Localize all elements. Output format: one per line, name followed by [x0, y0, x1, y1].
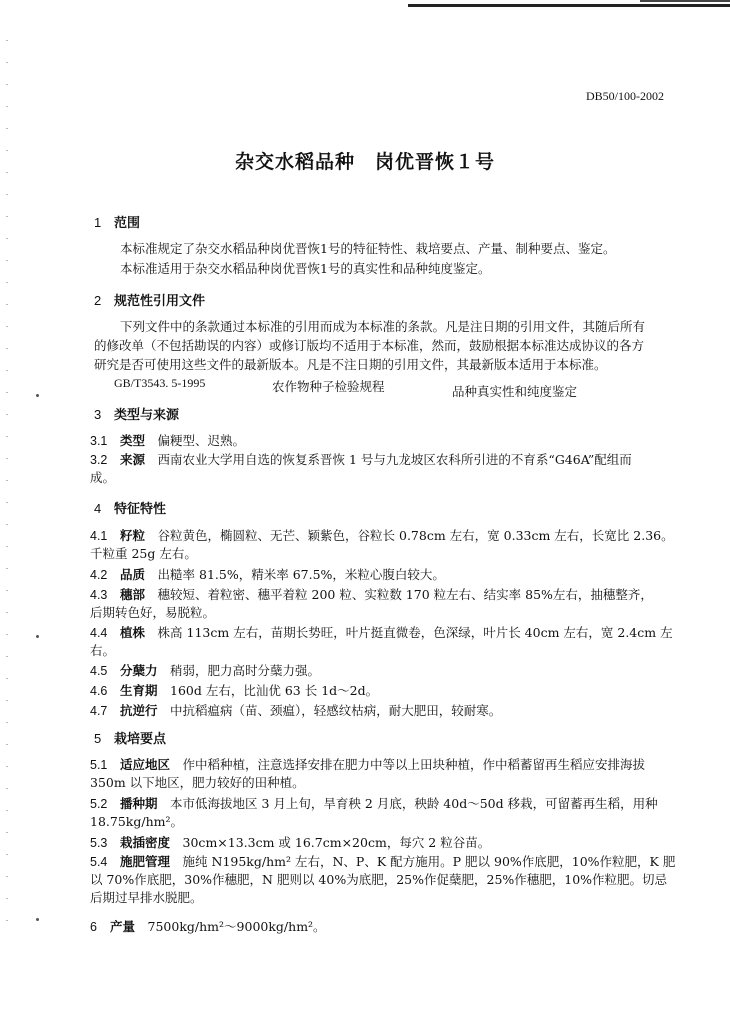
clause-number: 4.1 [90, 529, 108, 543]
document-code: DB50/100-2002 [586, 89, 664, 103]
section-title: 规范性引用文件 [114, 294, 206, 309]
scan-speck [36, 635, 39, 638]
section-number: 4 [94, 501, 102, 516]
clause-text: 出糙率 81.5%，精米率 67.5%，米粒心腹白较大。 [157, 567, 445, 582]
clause-5-4 [90, 853, 675, 871]
clause-number: 4.4 [90, 626, 108, 640]
clause-continuation: 后期过早排水脱肥。 [90, 890, 203, 905]
scan-edge-marks [6, 40, 8, 940]
clause-number: 4.7 [90, 704, 108, 718]
clause-text: 160d 左右，比汕优 63 长 1d～2d。 [170, 683, 379, 698]
section-term: 产量 [110, 919, 136, 934]
clause-number: 4.5 [90, 664, 108, 678]
document-title: 杂交水稻品种 岗优晋恢１号 [234, 151, 495, 173]
section-number: 1 [94, 215, 102, 230]
section-heading-scope [94, 212, 140, 231]
section-number: 6 [90, 920, 97, 934]
clause-term: 适应地区 [120, 757, 171, 772]
clause-number: 3.1 [90, 434, 108, 448]
clause-term: 分蘖力 [120, 663, 158, 678]
section-number: 3 [94, 407, 102, 422]
reference-standard-subtitle: 品种真实性和纯度鉴定 [452, 384, 578, 399]
section-text: 7500kg/hm²～9000kg/hm²。 [147, 919, 326, 934]
clause-term: 播种期 [120, 796, 158, 811]
section-number: 5 [94, 731, 102, 746]
section-title: 栽培要点 [114, 732, 167, 747]
section-title: 类型与来源 [114, 408, 180, 423]
section-title: 特征特性 [114, 502, 167, 517]
clause-number: 4.3 [90, 588, 108, 602]
clause-term: 穗部 [120, 587, 146, 602]
clause-continuation: 350m 以下地区，肥力较好的田种植。 [90, 775, 305, 790]
clause-term: 生育期 [120, 683, 158, 698]
clause-text: 稍弱，肥力高时分蘖力强。 [170, 663, 321, 678]
clause-continuation: 成。 [90, 470, 116, 485]
clause-continuation: 右。 [90, 643, 116, 658]
clause-4-5 [90, 662, 320, 680]
clause-continuation: 后期转色好，易脱粒。 [90, 605, 216, 620]
clause-number: 4.2 [90, 568, 108, 582]
clause-number: 3.2 [90, 453, 108, 467]
clause-text: 作中稻种植，注意选择安排在肥力中等以上田块种植，作中稻蓄留再生稻应安排海拔 [182, 757, 646, 772]
clause-term: 抗逆行 [120, 703, 158, 718]
section-heading-characteristics [94, 498, 166, 517]
clause-4-6 [90, 682, 378, 700]
clause-4-1 [90, 527, 674, 545]
section-heading-cultivation [94, 728, 166, 747]
clause-number: 5.1 [90, 758, 108, 772]
paragraph-line: 研究是否可使用这些文件的最新版本。凡是不注日期的引用文件，其最新版本适用于本标准。 [94, 357, 607, 372]
clause-3-1 [90, 432, 245, 450]
clause-5-3 [90, 834, 490, 852]
clause-continuation: 18.75kg/hm²。 [90, 814, 183, 829]
section-yield [90, 918, 326, 936]
clause-text: 株高 113cm 左右，苗期长势旺，叶片挺直微卷，色深绿，叶片长 40cm 左右，宽 2.4cm 左 [157, 625, 673, 640]
clause-term: 栽插密度 [120, 835, 171, 850]
header-rule [408, 4, 730, 7]
clause-term: 籽粒 [120, 528, 146, 543]
clause-continuation: 以 70%作底肥，30%作穗肥，N 肥则以 40%为底肥，25%作促蘖肥，25%作穗肥，10%作粒肥。切忌 [90, 872, 668, 887]
paragraph-line: 下列文件中的条款通过本标准的引用而成为本标准的条款。凡是注日期的引用文件，其随后所有 [120, 319, 646, 334]
clause-text: 穗较短、着粒密、穗平着粒 200 粒、实粒数 170 粒左右、结实率 85%左右，抽穗整齐， [157, 587, 653, 602]
clause-number: 5.3 [90, 836, 108, 850]
clause-text: 偏粳型、迟熟。 [157, 433, 246, 448]
clause-text: 30cm×13.3cm 或 16.7cm×20cm，每穴 2 粒谷苗。 [182, 835, 491, 850]
clause-term: 施肥管理 [120, 854, 171, 869]
clause-text: 西南农业大学用自选的恢复系晋恢 1 号与九龙坡区农科所引进的不育系“G46A”配组而 [157, 452, 632, 467]
clause-3-2 [90, 451, 632, 469]
reference-standard-title: 农作物种子检验规程 [272, 379, 385, 394]
clause-5-2 [90, 795, 658, 813]
clause-number: 5.4 [90, 855, 108, 869]
clause-5-1 [90, 756, 645, 774]
reference-standard-code: GB/T3543. 5-1995 [114, 376, 206, 390]
clause-term: 品质 [120, 567, 146, 582]
paragraph-line: 的修改单（不包括勘误的内容）或修订版均不适用于本标准，然而，鼓励根据本标准达成协议的各方 [94, 338, 645, 353]
clause-text: 中抗稻瘟病（苗、颈瘟），轻感纹枯病，耐大肥田，较耐寒。 [170, 703, 502, 718]
clause-text: 本市低海拔地区 3 月上旬，旱育秧 2 月底，秧龄 40d～50d 移栽，可留蓄再生稻，用种 [170, 796, 658, 811]
section-title: 范围 [114, 216, 141, 231]
clause-text: 施纯 N195kg/hm² 左右，N、P、K 配方施用。P 肥以 90%作底肥，10%作粒肥，K 肥 [182, 854, 676, 869]
paragraph-line: 本标准规定了杂交水稻品种岗优晋恢1号的特征特性、栽培要点、产量、制种要点、鉴定。 [120, 241, 616, 256]
clause-4-4 [90, 624, 673, 642]
section-number: 2 [94, 293, 102, 308]
header-rule-short [640, 0, 730, 2]
section-heading-type-source [94, 404, 179, 423]
clause-term: 植株 [120, 625, 146, 640]
clause-4-2 [90, 566, 445, 584]
clause-4-3 [90, 586, 653, 604]
clause-continuation: 千粒重 25g 左右。 [90, 546, 197, 561]
scan-speck [36, 918, 39, 921]
scan-speck [36, 394, 39, 397]
clause-number: 5.2 [90, 797, 108, 811]
section-heading-normative-references [94, 290, 205, 309]
clause-term: 类型 [120, 433, 146, 448]
clause-term: 来源 [120, 452, 146, 467]
clause-4-7 [90, 702, 501, 720]
clause-number: 4.6 [90, 684, 108, 698]
clause-text: 谷粒黄色，椭圆粒、无芒、颖紫色，谷粒长 0.78cm 左右，宽 0.33cm 左右，长宽比 2.36。 [157, 528, 674, 543]
paragraph-line: 本标准适用于杂交水稻品种岗优晋恢1号的真实性和品种纯度鉴定。 [120, 261, 491, 276]
